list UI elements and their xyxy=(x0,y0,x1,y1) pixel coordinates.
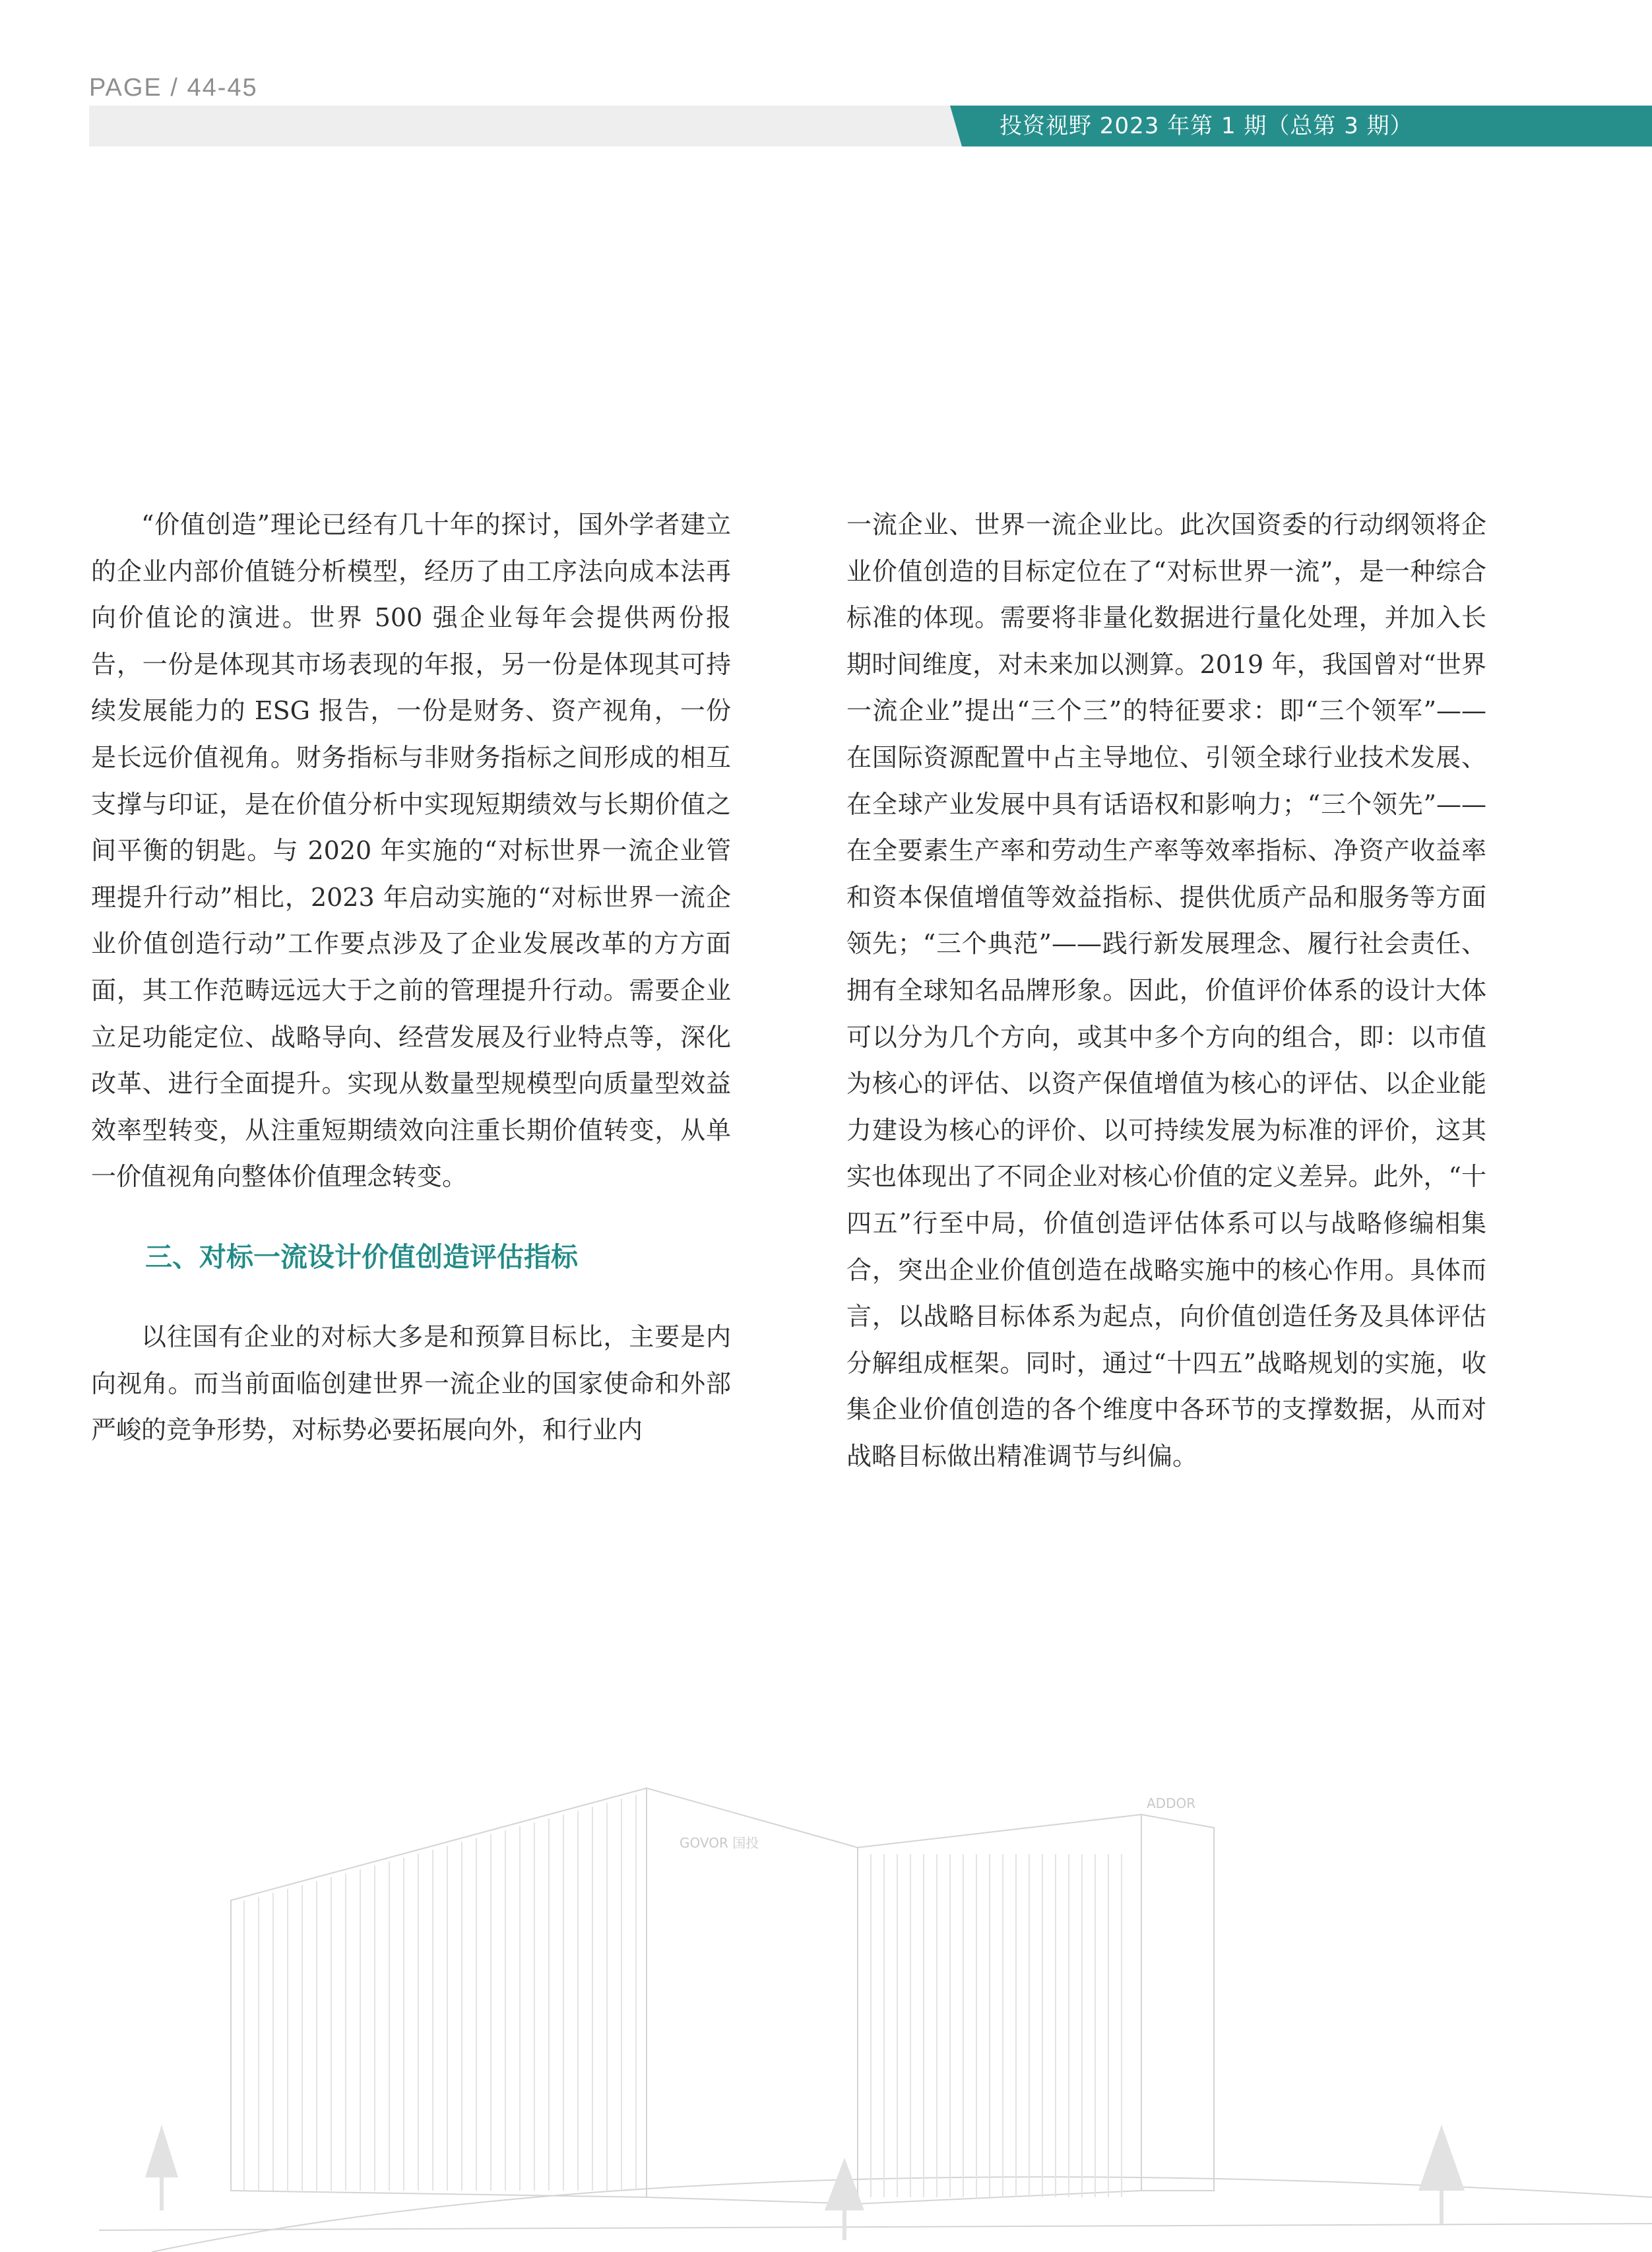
left-column xyxy=(91,501,731,1454)
building-sign-addor: ADDOR xyxy=(1147,1795,1196,1811)
building-illustration xyxy=(99,1768,1652,2252)
right-column xyxy=(846,501,1486,1479)
building-facade-fins xyxy=(244,1795,1122,2197)
building-left-wing xyxy=(231,1788,647,2197)
page-number-label: PAGE / 44-45 xyxy=(89,74,258,102)
section-heading: 三、对标一流设计价值创造评估指标 xyxy=(145,1240,578,1273)
ground-line xyxy=(99,2224,1652,2230)
building-lines xyxy=(99,1788,1652,2252)
building-tower xyxy=(1141,1815,1214,2191)
tree-left xyxy=(145,2125,178,2210)
left-paragraph-1: “价值创造”理论已经有几十年的探讨，国外学者建立的企业内部价值链分析模型，经历了由工序法向成本法再向价值论的演进。世界 500 强企业每年会提供两份报告，一份是体现其市场表现的年报，另一份是体现其可持续发展能力的 ESG 报告，一份是财务、资产视角，一份是长远价值视角。财务指标与非财务指标之间形成的相互支撑与印证，是在价值分析中实现短期绩效与长期价值之间平衡的钥匙。与 2020 年实施的“对标世界一流企业管理提升行动”相比，2023 年启动实施的“对标世界一流企业价值创造行动”工作要点涉及了企业发展改革的方方面面，其工作范畴远远大于之前的管理提升行动。需要企业立足功能定位、战略导向、经营发展及行业特点等，深化改革、进行全面提升。实现从数量型规模型向质量型效益效率型转变，从注重短期绩效向注重长期价值转变，从单一价值视角向整体价值理念转变。 xyxy=(91,510,731,1192)
tree-right xyxy=(1418,2125,1465,2224)
issue-label: 投资视野 2023 年第 1 期（总第 3 期） xyxy=(1000,113,1413,139)
building-right-wing xyxy=(858,1815,1141,2204)
right-paragraph-1: 一流企业、世界一流企业比。此次国资委的行动纲领将企业价值创造的目标定位在了“对标世界一流”，是一种综合标准的体现。需要将非量化数据进行量化处理，并加入长期时间维度，对未来加以测算。2019 年，我国曾对“世界一流企业”提出“三个三”的特征要求：即“三个领军”——在国际资源配置中占主导地位、引领全球行业技术发展、在全球产业发展中具有话语权和影响力；“三个领先”——在全要素生产率和劳动生产率等效率指标、净资产收益率和资本保值增值等效益指标、提供优质产品和服务等方面领先；“三个典范”——践行新发展理念、履行社会责任、拥有全球知名品牌形象。因此，价值评价体系的设计大体可以分为几个方向，或其中多个方向的组合，即：以市值为核心的评估、以资产保值增值为核心的评估、以企业能力建设为核心的评价、以可持续发展为标准的评价，这其实也体现出了不同企业对核心价值的定义差异。此外，“十四五”行至中局，价值创造评估体系可以与战略修编相集合，突出企业价值创造在战略实施中的核心作用。具体而言，以战略目标体系为起点，向价值创造任务及具体评估分解组成框架。同时，通过“十四五”战略规划的实施，收集企业价值创造的各个维度中各环节的支撑数据，从而对战略目标做出精准调节与纠偏。 xyxy=(846,510,1486,1471)
building-sign-govor: GOVOR 国投 xyxy=(680,1835,759,1851)
left-paragraph-2: 以往国有企业的对标大多是和预算目标比，主要是内向视角。而当前面临创建世界一流企业的国家使命和外部严峻的竞争形势，对标势必要拓展向外，和行业内 xyxy=(91,1322,731,1445)
